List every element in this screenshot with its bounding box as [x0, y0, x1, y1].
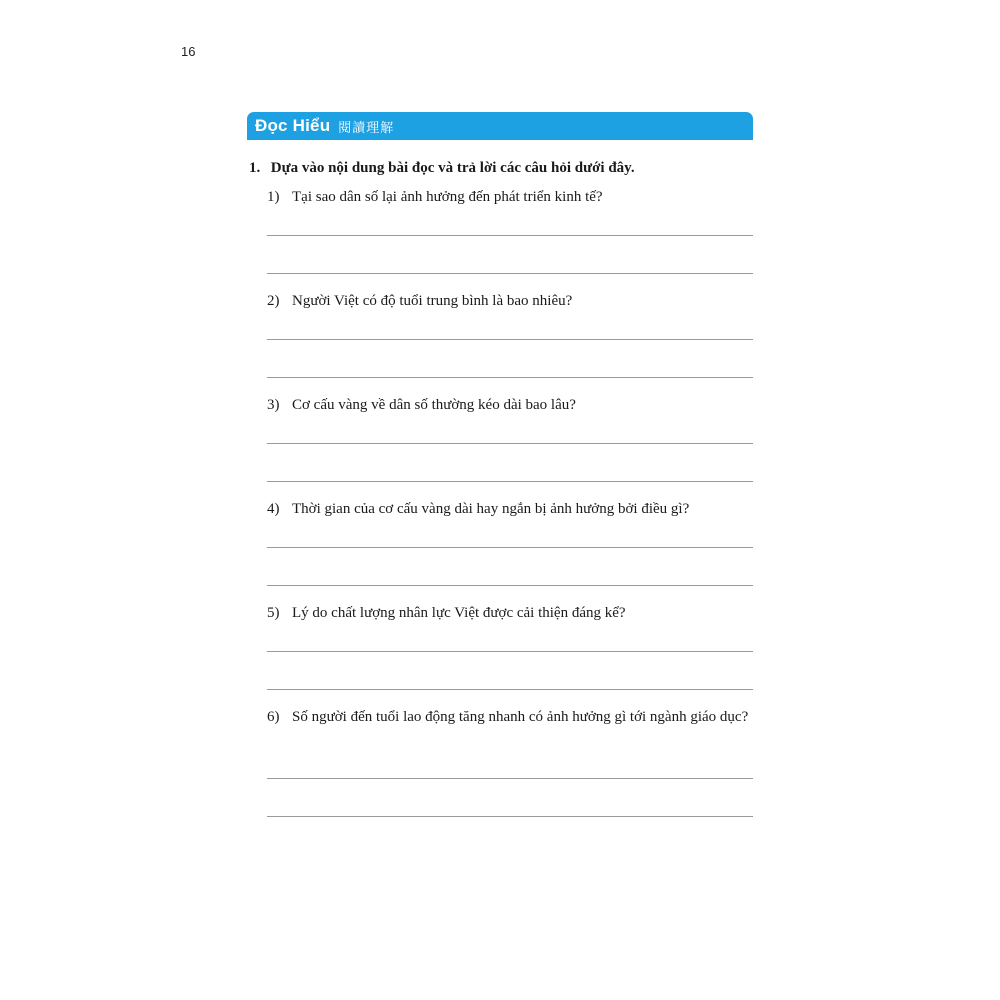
- question-number: 4): [267, 501, 280, 517]
- answer-line-3b[interactable]: [267, 481, 753, 482]
- question-1: [267, 186, 753, 208]
- answer-line-1a[interactable]: [267, 235, 753, 236]
- question-number: 5): [267, 605, 280, 621]
- answer-line-4a[interactable]: [267, 547, 753, 548]
- section-subtitle: 閱讀理解: [338, 120, 395, 136]
- answer-line-6b[interactable]: [267, 816, 753, 817]
- section-banner: [247, 112, 753, 140]
- answer-line-5a[interactable]: [267, 651, 753, 652]
- answer-line-3a[interactable]: [267, 443, 753, 444]
- section-title: Đọc Hiểu: [255, 116, 331, 135]
- answer-line-2b[interactable]: [267, 377, 753, 378]
- question-number: 2): [267, 293, 280, 309]
- answer-line-5b[interactable]: [267, 689, 753, 690]
- exercise-instruction: [249, 160, 635, 177]
- question-text: Thời gian của cơ cấu vàng dài hay ngắn bị ảnh hưởng bởi điều gì?: [292, 501, 690, 517]
- answer-line-6a[interactable]: [267, 778, 753, 779]
- question-number: 6): [267, 709, 280, 725]
- answer-line-2a[interactable]: [267, 339, 753, 340]
- question-number: 3): [267, 397, 280, 413]
- answer-line-1b[interactable]: [267, 273, 753, 274]
- exercise-instruction-text: Dựa vào nội dung bài đọc và trả lời các câu hỏi dưới đây.: [270, 160, 635, 176]
- question-5: [267, 602, 753, 624]
- question-text: Tại sao dân số lại ảnh hưởng đến phát triển kinh tế?: [292, 189, 603, 205]
- question-4: [267, 498, 753, 520]
- answer-line-4b[interactable]: [267, 585, 753, 586]
- page-number: 16: [181, 44, 196, 59]
- question-number: 1): [267, 189, 280, 205]
- question-text: Số người đến tuổi lao động tăng nhanh có ảnh hưởng gì tới ngành giáo dục?: [292, 709, 749, 725]
- question-3: [267, 394, 753, 416]
- question-text: Lý do chất lượng nhân lực Việt được cải thiện đáng kể?: [292, 605, 626, 621]
- question-text: Người Việt có độ tuổi trung bình là bao nhiêu?: [292, 293, 573, 309]
- question-2: [267, 290, 753, 312]
- question-text: Cơ cấu vàng về dân số thường kéo dài bao lâu?: [292, 397, 576, 413]
- question-6: [267, 706, 753, 728]
- exercise-number: 1.: [249, 160, 261, 176]
